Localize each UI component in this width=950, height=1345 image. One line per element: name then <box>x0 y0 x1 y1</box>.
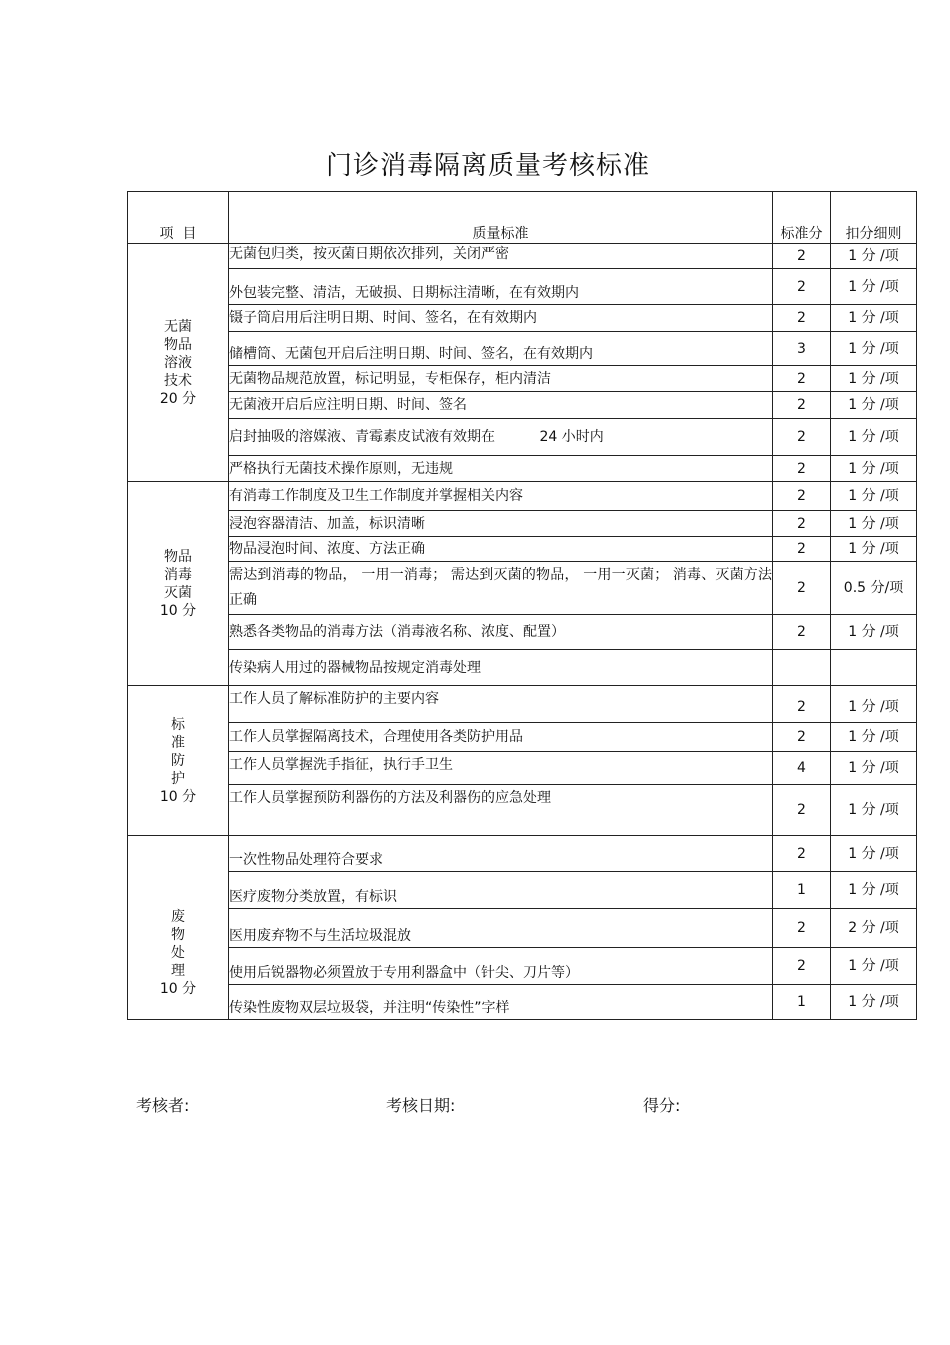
score-cell: 2 <box>773 562 831 615</box>
criterion: 需达到消毒的物品， 一用一消毒； 需达到灭菌的物品， 一用一灭菌； 消毒、灭菌方法正确 <box>229 562 773 615</box>
rule-cell: 1 分 /项 <box>831 985 917 1020</box>
category-line: 护 <box>171 770 185 787</box>
table-row <box>128 615 917 650</box>
table-row <box>128 419 917 456</box>
table-row <box>128 537 917 562</box>
category-line: 灭菌 <box>164 584 192 601</box>
category-line: 无菌 <box>164 318 192 335</box>
criterion: 物品浸泡时间、浓度、方法正确 <box>229 537 773 562</box>
category-line: 消毒 <box>164 566 192 583</box>
rule-cell: 1 分 /项 <box>831 785 917 836</box>
score-cell: 4 <box>773 752 831 785</box>
category-line: 10 分 <box>159 980 197 997</box>
table-row <box>128 985 917 1020</box>
rule-cell <box>831 650 917 686</box>
table-row <box>128 482 917 511</box>
score-cell: 1 <box>773 985 831 1020</box>
table-header-row <box>128 192 917 244</box>
table-row <box>128 332 917 366</box>
table-row <box>128 366 917 392</box>
rule-cell: 1 分 /项 <box>831 332 917 366</box>
criterion: 医用废弃物不与生活垃圾混放 <box>229 909 773 948</box>
rule-cell: 1 分 /项 <box>831 752 917 785</box>
rule-cell: 2 分 /项 <box>831 909 917 948</box>
table-row <box>128 948 917 985</box>
category-line: 技术 <box>164 372 192 389</box>
table-row <box>128 836 917 872</box>
criterion: 工作人员掌握预防利器伤的方法及利器伤的应急处理 <box>229 785 773 836</box>
category-waste <box>128 836 229 1020</box>
rule-cell: 1 分 /项 <box>831 366 917 392</box>
criterion: 外包装完整、清洁，无破损、日期标注清晰，在有效期内 <box>229 269 773 305</box>
table-row <box>128 392 917 419</box>
rule-cell: 1 分 /项 <box>831 305 917 332</box>
standards-table <box>127 191 917 1020</box>
category-line: 准 <box>171 734 185 751</box>
category-line: 处 <box>171 944 185 961</box>
criterion: 传染病人用过的器械物品按规定消毒处理 <box>229 650 773 686</box>
score-cell: 2 <box>773 686 831 723</box>
rule-cell: 1 分 /项 <box>831 723 917 752</box>
criterion: 医疗废物分类放置，有标识 <box>229 872 773 909</box>
score-cell: 2 <box>773 482 831 511</box>
criterion: 储槽筒、无菌包开启后注明日期、时间、签名，在有效期内 <box>229 332 773 366</box>
score-cell: 2 <box>773 615 831 650</box>
score-cell: 2 <box>773 948 831 985</box>
category-line: 物 <box>171 926 185 943</box>
header-score: 标准分 <box>773 192 831 244</box>
category-line: 标 <box>171 716 185 733</box>
criterion: 浸泡容器清洁、加盖，标识清晰 <box>229 511 773 537</box>
rule-cell: 1 分 /项 <box>831 615 917 650</box>
score-cell: 2 <box>773 392 831 419</box>
category-aseptic <box>128 244 229 482</box>
criterion: 传染性废物双层垃圾袋，并注明“传染性”字样 <box>229 985 773 1020</box>
score-cell: 1 <box>773 872 831 909</box>
header-deduct: 扣分细则 <box>831 192 917 244</box>
criterion: 无菌液开启后应注明日期、时间、签名 <box>229 392 773 419</box>
rule-cell: 0.5 分/项 <box>831 562 917 615</box>
category-line: 溶液 <box>164 354 192 371</box>
table-row <box>128 562 917 615</box>
table-row <box>128 305 917 332</box>
category-line: 物品 <box>164 548 192 565</box>
category-line: 理 <box>171 962 185 979</box>
table-row <box>128 269 917 305</box>
score-cell: 2 <box>773 909 831 948</box>
criterion: 无菌包归类，按灭菌日期依次排列，关闭严密 <box>229 244 773 269</box>
score-cell: 2 <box>773 419 831 456</box>
footer-score: 得分: <box>643 1096 681 1115</box>
criterion: 有消毒工作制度及卫生工作制度并掌握相关内容 <box>229 482 773 511</box>
category-line: 物品 <box>164 336 192 353</box>
category-line: 20 分 <box>159 390 197 407</box>
score-cell: 2 <box>773 723 831 752</box>
category-line: 10 分 <box>159 788 197 805</box>
criterion: 工作人员掌握隔离技术，合理使用各类防护用品 <box>229 723 773 752</box>
category-line: 防 <box>171 752 185 769</box>
table-row <box>128 686 917 723</box>
score-cell: 2 <box>773 456 831 482</box>
score-cell: 2 <box>773 785 831 836</box>
rule-cell: 1 分 /项 <box>831 537 917 562</box>
criterion: 工作人员掌握洗手指征，执行手卫生 <box>229 752 773 785</box>
table-row <box>128 872 917 909</box>
table-row <box>128 723 917 752</box>
criterion: 工作人员了解标准防护的主要内容 <box>229 686 773 723</box>
score-cell: 2 <box>773 305 831 332</box>
table-row <box>128 244 917 269</box>
score-cell: 3 <box>773 332 831 366</box>
header-quality: 质量标准 <box>229 192 773 244</box>
rule-cell: 1 分 /项 <box>831 872 917 909</box>
rule-cell: 1 分 /项 <box>831 456 917 482</box>
score-cell <box>773 650 831 686</box>
table-row <box>128 511 917 537</box>
category-disinfection <box>128 482 229 686</box>
footer-date: 考核日期: <box>386 1096 456 1115</box>
score-cell: 2 <box>773 366 831 392</box>
table-row <box>128 456 917 482</box>
header-project: 项 目 <box>128 192 229 244</box>
criterion: 启封抽吸的溶媒液、青霉素皮试液有效期在 24 小时内 <box>229 419 773 456</box>
score-cell: 2 <box>773 269 831 305</box>
criterion: 使用后锐器物必须置放于专用利器盒中（针尖、刀片等） <box>229 948 773 985</box>
rule-cell: 1 分 /项 <box>831 419 917 456</box>
rule-cell: 1 分 /项 <box>831 244 917 269</box>
score-cell: 2 <box>773 244 831 269</box>
footer-assessor: 考核者: <box>136 1096 190 1115</box>
category-line: 废 <box>171 908 185 925</box>
table-row <box>128 650 917 686</box>
rule-cell: 1 分 /项 <box>831 269 917 305</box>
table-row <box>128 909 917 948</box>
score-cell: 2 <box>773 537 831 562</box>
criterion: 严格执行无菌技术操作原则，无违规 <box>229 456 773 482</box>
criterion: 无菌物品规范放置，标记明显，专柜保存，柜内清洁 <box>229 366 773 392</box>
rule-cell: 1 分 /项 <box>831 836 917 872</box>
category-line: 10 分 <box>159 602 197 619</box>
page-title: 门诊消毒隔离质量考核标准 <box>325 151 650 181</box>
rule-cell: 1 分 /项 <box>831 948 917 985</box>
rule-cell: 1 分 /项 <box>831 686 917 723</box>
criterion: 一次性物品处理符合要求 <box>229 836 773 872</box>
table-row <box>128 752 917 785</box>
rule-cell: 1 分 /项 <box>831 511 917 537</box>
rule-cell: 1 分 /项 <box>831 392 917 419</box>
category-standard-protection <box>128 686 229 836</box>
score-cell: 2 <box>773 836 831 872</box>
table-row <box>128 785 917 836</box>
criterion: 镊子筒启用后注明日期、时间、签名，在有效期内 <box>229 305 773 332</box>
score-cell: 2 <box>773 511 831 537</box>
criterion: 熟悉各类物品的消毒方法（消毒液名称、浓度、配置） <box>229 615 773 650</box>
rule-cell: 1 分 /项 <box>831 482 917 511</box>
